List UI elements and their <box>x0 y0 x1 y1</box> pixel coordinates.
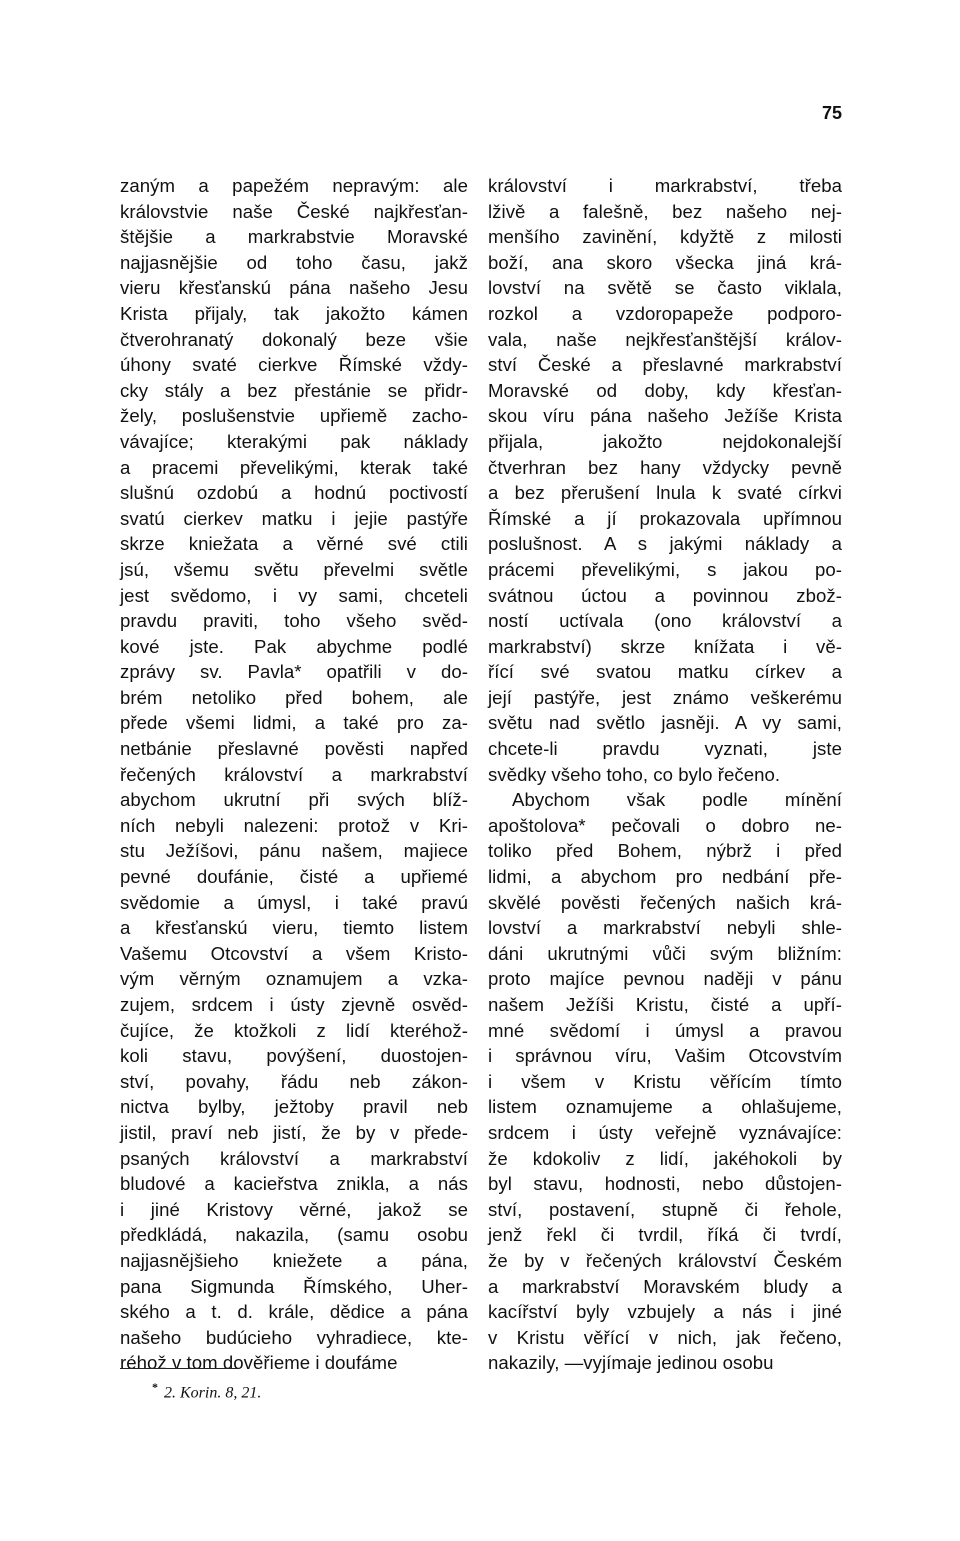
text-line: Moravské od doby, kdy křesťan- <box>488 379 842 401</box>
text-line: koli stavu, povýšení, duostojen- <box>120 1045 468 1067</box>
text-line: přijala, jakožto nejdokonalejší <box>488 430 842 452</box>
text-line: její pastýře, jest známo veškerému <box>488 686 842 708</box>
page-number: 75 <box>821 103 842 123</box>
text-line: světu nad světlo jasněji. A vy sami, <box>488 712 842 734</box>
text-line: byl stavu, hodnosti, nebo důstojen- <box>488 1173 842 1195</box>
text-line: skvělé pověsti řečených našich krá- <box>488 891 842 913</box>
text-line: řící své svatou matku církev a <box>488 661 842 683</box>
text-line: brém netoliko před bohem, ale <box>120 686 468 708</box>
text-line: ností uctívala (ono království a <box>488 610 842 632</box>
text-line: rozkol a vzdoropapeže podporo- <box>488 302 842 324</box>
text-line: a pracemi převelikými, kterak také <box>120 456 468 478</box>
text-line: lovství a markrabství nebyli shle- <box>488 917 842 939</box>
text-line: pevné doufánie, čisté a upřiemé <box>120 866 468 888</box>
text-line: lživě a falešně, bez našeho nej- <box>488 200 842 222</box>
text-line: ství, postavení, stupně či řehole, <box>488 1198 842 1220</box>
text-line: bludové a kacieřstva znikla, a nás <box>120 1173 468 1195</box>
text-line: předkládá, nakazila, (samu osobu <box>120 1224 468 1246</box>
text-line: poslušnost. A s jakými náklady a <box>488 533 842 555</box>
text-line: Krista přijaly, tak jakožto kámen <box>120 302 468 324</box>
text-line: listem oznamujeme a ohlašujeme, <box>488 1096 842 1118</box>
text-line: Abychom však podle mínění <box>512 789 842 811</box>
text-line: réhož v tom dověřieme i doufáme <box>120 1352 398 1374</box>
text-line: skrze kniežata a věrné své ctili <box>120 533 468 555</box>
text-line: svatú cierkev matku i jejie pastýře <box>120 507 468 529</box>
text-line: našeho budúcieho vyhradiece, kte- <box>120 1326 468 1348</box>
text-line: úhony svaté cierkve Římské vždy- <box>120 354 468 376</box>
text-line: království i markrabství, třeba <box>488 175 842 196</box>
text-line: lidmi, a abychom pro nedbání pře- <box>488 866 842 888</box>
text-line: svědomie a úmysl, i také pravú <box>120 891 468 913</box>
footnote-mark: * <box>152 1380 158 1394</box>
text-line: srdcem i ústy veřejně vyznávajíce: <box>488 1121 842 1143</box>
text-line: nakazily, —vyjímaje jedinou osobu <box>488 1352 774 1374</box>
text-line: královstvie naše České najkřesťan- <box>120 200 468 222</box>
text-line: menšího zavinění, kdyžtě z milosti <box>488 226 842 248</box>
text-line: že by v řečených království Českém <box>488 1249 842 1271</box>
text-line: čtverohranatý dokonalý beze všie <box>120 328 468 350</box>
text-line: chcete-li pravdu vyznati, jste <box>488 738 842 760</box>
right-column <box>488 173 842 1376</box>
text-line: zprávy sv. Pavla* opatřili v do- <box>120 661 468 683</box>
text-line: pravdu praviti, toho všeho svěd- <box>120 610 468 632</box>
text-line: a markrabství Moravském bludy a <box>488 1275 842 1297</box>
text-line: svátnou úctou a povinnou zbož- <box>488 584 842 606</box>
text-line: i správnou víru, Vašim Otcovstvím <box>488 1045 842 1067</box>
text-line: i jiné Kristovy věrné, jakož se <box>120 1198 468 1220</box>
text-line: najjasnějšieho kniežete a pána, <box>120 1249 468 1271</box>
text-line: vávajíce; kterakými pak náklady <box>120 430 468 452</box>
text-line: kacířství byly vzbujely a nás i jiné <box>488 1301 842 1323</box>
text-line: a křesťanskú vieru, tiemto listem <box>120 917 468 939</box>
footnote-divider <box>120 1368 238 1369</box>
text-line: nictva bylby, ježtoby pravil neb <box>120 1096 468 1118</box>
text-line: lovství na světě se často viklala, <box>488 277 842 299</box>
text-line: najjasnějšie od toho času, jakž <box>120 251 468 273</box>
text-line: čtverhran bez hany vždycky pevně <box>488 456 842 478</box>
text-line: ství České a přeslavné markrabství <box>488 354 842 376</box>
text-line: abychom ukrutní při svých blíž- <box>120 789 468 811</box>
footnote <box>152 1380 261 1402</box>
text-line: Římské a jí prokazovala upřímnou <box>488 507 842 529</box>
text-line: ních nebyli nalezeni: protož v Kri- <box>120 814 468 836</box>
text-line: zaným a papežém nepravým: ale <box>120 175 468 196</box>
left-column <box>120 173 468 1376</box>
text-line: svědky všeho toho, co bylo řečeno. <box>488 763 781 785</box>
text-line: skou víru pána našeho Ježíše Krista <box>488 405 842 427</box>
text-line: vala, naše nejkřesťanštější králov- <box>488 328 842 350</box>
text-line: našem Ježíši Kristu, čisté a upří- <box>488 994 842 1015</box>
text-line: v Kristu věřící v nich, jak řečeno, <box>488 1326 842 1348</box>
text-line: vieru křesťanskú pána našeho Jesu <box>120 277 468 299</box>
text-line: štějšie a markrabstvie Moravské <box>120 226 468 248</box>
text-line: netbánie přeslavné pověsti napřed <box>120 738 468 760</box>
text-line: boží, ana skoro všecka jiná krá- <box>488 251 842 273</box>
text-line: pana Sigmunda Římského, Uher- <box>120 1275 468 1297</box>
text-line: mné svědomí i úmysl a pravou <box>488 1019 842 1041</box>
text-line: zujem, srdcem i ústy zjevně osvěd- <box>120 994 468 1015</box>
text-line: čujíce, že ktožkoli z lidí kteréhož- <box>120 1019 468 1041</box>
text-line: slušnú ozdobú a hodnú poctivostí <box>120 482 468 504</box>
text-line: proto majíce pevnou naději v pánu <box>488 968 842 990</box>
text-line: i všem v Kristu věřícím tímto <box>488 1070 842 1092</box>
text-line: a bez přerušení lnula k svaté církvi <box>488 482 842 504</box>
text-line: markrabství) skrze knížata i vě- <box>488 635 842 657</box>
text-line: ského a t. d. krále, dědice a pána <box>120 1301 468 1323</box>
text-line: jsú, všemu světu převelmi světle <box>120 558 468 580</box>
text-line: prácemi převelikými, s jakou po- <box>488 558 842 580</box>
text-line: jenž řekl či tvrdil, říká či tvrdí, <box>488 1224 842 1246</box>
text-line: stu Ježíšovi, pánu našem, majiece <box>120 840 468 862</box>
text-line: cky stály a bez přestánie se přidr- <box>120 379 468 401</box>
text-line: přede všemi lidmi, a také pro za- <box>120 712 468 734</box>
text-line: toliko před Bohem, nýbrž i před <box>488 840 842 862</box>
text-line: dáni ukrutnými vůči svým bližním: <box>488 942 842 964</box>
text-line: vým věrným oznamujem a vzka- <box>120 968 468 990</box>
text-line: žely, poslušenstvie upřiemě zacho- <box>120 405 468 427</box>
text-line: že kdokoliv z lidí, jakéhokoli by <box>488 1147 842 1169</box>
text-line: psaných království a markrabství <box>120 1147 468 1169</box>
text-line: jistil, praví neb jistí, že by v přede- <box>120 1121 468 1143</box>
text-line: řečených království a markrabství <box>120 763 468 785</box>
text-line: Vašemu Otcovství a všem Kristo- <box>120 942 468 964</box>
text-line: apoštolova* pečovali o dobro ne- <box>488 814 842 836</box>
text-line: kové jste. Pak abychme podlé <box>120 635 468 657</box>
text-line: ství, povahy, řádu neb zákon- <box>120 1070 468 1092</box>
footnote-text: 2. Korin. 8, 21. <box>164 1384 262 1402</box>
text-line: jest svědomo, i vy sami, chceteli <box>120 584 468 606</box>
